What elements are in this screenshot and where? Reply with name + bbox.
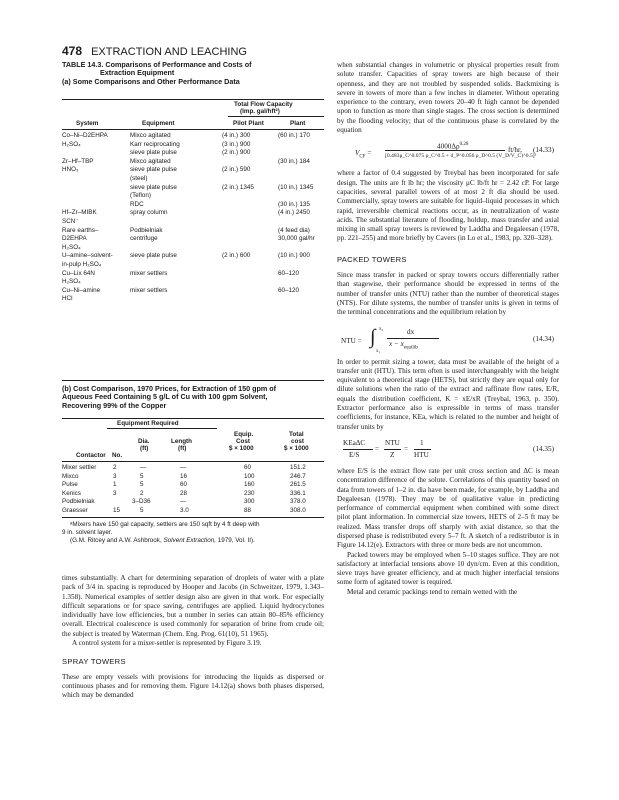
table-a-cell: HNO₃ — [62, 166, 79, 174]
table-a-cell: (3 in.) 900 — [222, 140, 251, 148]
table-b-source-title: Solvent Extraction, — [163, 537, 216, 544]
equation-14-33 — [337, 139, 559, 169]
eq3-equals-1: = — [375, 444, 380, 453]
table-b-cell: 60 — [244, 464, 252, 471]
right-paragraph-6: Packed towers may be employed when 5–10 stages suffice. They are not satisfactory at interfacial tensions above 10 dyn/cm. Even at this condition, sieve trays have greater efficiency, and at much higher interfacial tensions some form of agitated tower is required. — [337, 550, 559, 587]
table-b-col-equip: Equip. — [234, 431, 254, 438]
table-b-col-total: Total — [289, 431, 304, 438]
right-paragraph-2: where a factor of 0.4 suggested by Treybal has been incorporated for safe design. The units are ft lb hr; the viscosity μC lb/ft hr = 2.42 cP. For large capacities, several parallel towers of at most 2 ft dia should be used. Commercially, spray towers are suitable for liquid–liquid processes in which rapid, irreversible chemical reactions occur, as in neutralization of waste acids. The substantial literature of flooding, holdup, mass transfer and axial mixing in small spray towers is reviewed by Laddha and Degaleesan (1978, pp. 221–255) and more briefly by Cavers (in Lo et al., 1983, pp. 320–328). — [337, 169, 559, 243]
table-a-cell: (steel) — [130, 175, 148, 182]
table-a-cell: HCl — [62, 295, 73, 303]
table-a-header-rule — [62, 129, 324, 130]
table-b-cell: Podbielniak — [62, 498, 95, 506]
table-b-cell: 2 — [113, 464, 117, 471]
table-a-cell: (4 in.) 300 — [222, 132, 251, 139]
table-a-cell: Cu–Lix 64N — [62, 269, 95, 277]
table-b-source — [62, 537, 324, 545]
left-paragraph-3: These are empty vessels with provisions for introducing the liquids as dispersed or continuous phases and for removing them. Figure 14.12(a) shows both phases dispersed, which may be demanded — [62, 672, 324, 700]
page-header — [62, 44, 247, 58]
right-paragraph-1: when substantial changes in volumetric or physical properties result from solute transfer. Capacities of spray towers are high because of their openness, and they are not troubled by suspended solids. Backmixing is severe in towers of more than a few inches in diameter. Without operating experience to the contrary, even towers 20–40 ft high cannot be depended upon to function as more than single stages. The cross section is determined by the flooding velocity; that of the continuous phase is correlated by the equation — [337, 61, 559, 135]
eq2-numerator: dx — [407, 327, 415, 336]
table-b-col-contactor: Contactor — [76, 452, 106, 459]
table-b-col-length-unit: (ft) — [178, 445, 187, 452]
table-b-cell: 100 — [244, 472, 255, 480]
table-a-cell: Co–Ni–D2EHPA — [62, 132, 108, 139]
table-a-cell: 60–120 — [278, 269, 300, 277]
left-paragraph-1: times substantially. A chart for determining separation of droplets of water with a plate pack of 3/4 in. spacing is reproduced by Hooper and Jacobs (in Schweitzer, 1979, 1.343–1.358). Numerical examples of settler design also are given in that work. For especially difficult separations or for space saving, centrifuges are applied. Liquid hydrocyclones individually have low efficiencies, but a number in series can attain 80–85% efficiency overall. Electrical coalescence is used commonly for separation of brine from crude oil; the subject is treated by Waterman (Chem. Eng. Prog. 61(10), 51 1965). — [62, 574, 324, 638]
table-b-cell: 336.1 — [290, 489, 306, 497]
section-heading-packed-towers: PACKED TOWERS — [337, 254, 407, 264]
eq2-lower-limit: x₁ — [376, 348, 381, 354]
table-b-caption — [62, 385, 324, 410]
table-a-caption — [62, 61, 324, 86]
table-a-cell: 60–120 — [278, 286, 300, 294]
table-a-cell: sieve plate pulse — [130, 149, 177, 157]
eq1-fraction-bar — [385, 150, 505, 151]
table-b-cell: 160 — [244, 481, 255, 489]
eq2-den-sub: equilib — [403, 344, 418, 350]
table-b-source-part2: 1979, Vol. II). — [215, 537, 255, 544]
table-b-cell: Mixer settler — [62, 464, 97, 471]
eq2-upper-limit: x₂ — [379, 326, 384, 332]
table-b-notes — [62, 521, 324, 545]
table-a-cell: H₂SO₄ — [62, 278, 81, 286]
eq3-frac2-den: Z — [390, 450, 395, 459]
table-a-cell: (4 feed dia) — [278, 226, 310, 234]
table-b-cell: 5 — [140, 481, 144, 489]
table-a-cell: mixer settlers — [130, 286, 168, 294]
table-b-cell: 261.5 — [290, 481, 306, 489]
equation-14-35 — [337, 437, 559, 465]
table-a-cell: (Teflon) — [130, 192, 151, 200]
table-b-caption-line1: (b) Cost Comparison, 1970 Prices, for Extraction of 150 gpm of — [62, 384, 277, 393]
table-b-cell: 1 — [113, 481, 117, 489]
table-b-cell: Graesser — [62, 507, 88, 514]
right-paragraph-4: In order to permit sizing a tower, data must be available of the height of a transfer unit (HTU). This term often is used interchangeably with the height equivalent to a theoretical stage (HETS), but strictly they are equal only for dilute solutions when the ratio of the extract and raffinate flow rates, E/R, equals the distribution coefficient, K = xE/xR (Treybal, 1963, p. 350). Extractor performance also is expressible in terms of mass transfer coefficients, for instance, KEa, which is related to the number and height of transfer units by — [337, 357, 559, 431]
eq1-denominator: [0.483μ_C^0.075 ρ_C^0.5 + d_P^0.056 ρ_D^0.5 (V_D/V_C)^0.5]² — [385, 153, 537, 160]
eq1-lhs-sub: CF — [359, 154, 366, 160]
left-paragraph-2: A control system for a mixer-settler is represented by Figure 3.19. — [72, 639, 262, 648]
table-a-cell: H₂SO₄ — [62, 243, 81, 251]
table-b-cell: 230 — [244, 489, 255, 497]
table-a-bottom-rule — [62, 380, 324, 381]
eq3-frac3-den: HTU — [414, 450, 429, 459]
table-a-col-pilot: Pilot Plant — [233, 120, 264, 127]
table-b-cell: 15 — [113, 507, 121, 514]
table-b-col-total-cost: cost — [291, 438, 304, 445]
table-b-group-header: Equipment Required — [117, 420, 179, 427]
table-b-cell: 88 — [244, 507, 252, 514]
table-b-col-equip-unit: $ × 1000 — [229, 445, 254, 452]
table-a-cell: (30 in.) 135 — [278, 200, 310, 208]
eq3-equals-2: = — [404, 444, 409, 453]
table-b-cell: 246.7 — [290, 472, 306, 480]
eq3-frac2-bar — [384, 449, 401, 450]
eq3-frac1-den: E/S — [349, 450, 360, 459]
table-a-cell: RDC — [130, 200, 144, 208]
table-b-col-dia-unit: (ft) — [140, 445, 149, 452]
table-b-footnote-line1: ᵃMixers have 150 gal capacity, settlers are 150 sqft by 4 ft deep with — [70, 521, 260, 528]
table-a-caption-line1: TABLE 14.3. Comparisons of Performance and Costs of — [62, 60, 252, 69]
eq2-number: (14.34) — [533, 334, 554, 343]
table-a-cell: in-pulp H₂SO₄ — [62, 261, 102, 268]
table-b-footnote-line2: 9 in. solvent layer. — [62, 529, 113, 536]
table-a-col-system: System — [76, 120, 99, 127]
table-b-cell: 3 — [113, 489, 117, 497]
table-b-cell: 300 — [244, 498, 255, 506]
eq2-fraction-bar — [387, 338, 439, 339]
table-b-cell: — — [180, 464, 187, 471]
table-a-cell: Podbielniak — [130, 226, 163, 234]
table-a-group-header: Total Flow Capacity — [234, 101, 293, 108]
eq3-number: (14.35) — [533, 444, 554, 453]
table-b-col-no: No. — [112, 452, 123, 459]
table-b-bottom-rule — [62, 517, 324, 518]
table-a-cell: Zr–Hf–TBP — [62, 157, 94, 165]
eq1-unit: ft/hr, — [508, 146, 522, 155]
table-a-cell: SCN⁻ — [62, 218, 79, 225]
eq2-den-text: x − x — [389, 339, 404, 348]
table-a-group-rule — [228, 116, 324, 117]
table-a-cell: (4 in.) 2450 — [278, 209, 310, 217]
running-title: EXTRACTION AND LEACHING — [91, 46, 247, 58]
table-b-cell: 16 — [180, 472, 188, 480]
table-a-col-plant: Plant — [290, 120, 306, 127]
table-b-cell: 3 — [113, 472, 117, 480]
table-a-cell: Cu–Ni–amine — [62, 286, 101, 294]
eq2-lhs: NTU = — [341, 336, 362, 345]
table-a-caption-line2: Extraction Equipment — [100, 68, 175, 78]
eq1-lhs-symbol: V — [355, 149, 360, 158]
table-a-cell: mixer settlers — [130, 269, 168, 277]
table-b-col-total-unit: $ × 1000 — [284, 445, 309, 452]
right-paragraph-7: Metal and ceramic packings tend to remain wetted with the — [347, 587, 518, 596]
table-b-caption-line2: Aqueous Feed Containing 5 g/L of Cu with 100 gpm Solvent, — [62, 392, 268, 402]
table-a-col-equipment: Equipment — [142, 120, 175, 127]
table-b-cell: 3.0 — [180, 507, 189, 514]
table-b-header-rule — [62, 461, 324, 462]
table-b-col-equip-cost: Cost — [236, 438, 250, 445]
table-a-cell: spray column — [130, 209, 168, 217]
table-a-cell: 30,000 gal/hr — [278, 235, 315, 243]
table-b-group-rule — [107, 428, 217, 429]
eq3-frac3-bar — [414, 449, 431, 450]
table-a-top-rule — [62, 99, 324, 100]
table-b-cell: 151.2 — [290, 464, 306, 471]
table-a-cell: (2 in.) 1345 — [222, 183, 254, 191]
table-b-source-part1: (G.M. Ritcey and A.W. Ashbrook, — [70, 537, 164, 544]
table-a-cell: Mixco agitated — [130, 132, 171, 139]
eq1-number: (14.33) — [533, 146, 554, 155]
table-a-cell: Karr reciprocating — [130, 140, 180, 148]
eq1-num-exp: 0.28 — [459, 142, 469, 148]
table-b-cell: 5 — [140, 507, 144, 514]
page-number: 478 — [62, 44, 83, 58]
right-paragraph-3: Since mass transfer in packed or spray towers occurs differentially rather than stagewise, their performance should be expressed in terms of the number of transfer units (NTU) rather than the number of theoretical stages (NTS). For dilute systems, the number of transfer units is given in terms of the terminal concentrations and the equilibrium relation by — [337, 271, 559, 317]
table-a-group-header-units: (Imp. gal/hft²) — [240, 108, 280, 115]
table-a-cell: (10 in.) 900 — [278, 252, 310, 260]
table-a-cell: centrifuge — [130, 235, 158, 243]
section-heading-spray-towers: SPRAY TOWERS — [62, 657, 126, 667]
table-b-cell: 3–D36 — [132, 498, 151, 506]
table-a-cell: (60 in.) 170 — [278, 132, 310, 139]
table-a-cell: sieve plate pulse — [130, 252, 177, 260]
table-a-cell: (10 in.) 1345 — [278, 183, 314, 191]
table-a-cell: Mixco agitated — [130, 157, 171, 165]
right-body-text — [337, 61, 559, 597]
table-a-cell: sieve plate pulse — [130, 166, 177, 174]
table-b-caption-line3: Recovering 99% of the Copper — [62, 400, 167, 410]
table-a-cell: sieve plate pulse — [130, 183, 177, 191]
eq3-frac1-num: KEaΔC — [343, 438, 366, 447]
eq1-lhs: $V_{CF}$ = — [355, 149, 372, 160]
table-b-col-dia: Dia. — [138, 438, 150, 445]
table-b-cell: Kenics — [62, 489, 81, 497]
table-a-cell: U–amine–solvent- — [62, 252, 113, 260]
table-b-cell: 2 — [140, 489, 144, 497]
equation-14-34 — [337, 324, 559, 358]
eq2-denominator — [389, 340, 418, 353]
table-a-cell: Rare earths– — [62, 226, 99, 234]
table-b-cell: — — [180, 498, 187, 506]
table-a-cell: (30 in.) 184 — [278, 157, 310, 165]
left-body-text — [62, 574, 324, 701]
table-b-cell: — — [140, 464, 147, 471]
eq1-num-text: 4000Δρ — [437, 142, 460, 151]
table-b-col-length: Length — [171, 438, 192, 445]
table-b-cell: Mixco — [62, 472, 79, 480]
table-b-cell: 378.0 — [290, 498, 306, 506]
table-a-cell: Hf–Zr–MIBK — [62, 209, 97, 217]
table-a-cell: D2EHPA — [62, 235, 87, 243]
table-a-caption-line3: (a) Some Comparisons and Other Performance Data — [62, 76, 240, 86]
table-a-cell: (2 in.) 590 — [222, 166, 251, 174]
table-b-cell: 60 — [180, 481, 188, 489]
table-b-cell: 28 — [180, 489, 188, 497]
table-b-cell: Pulse — [62, 481, 78, 489]
table-b-cell: 308.0 — [290, 507, 306, 514]
eq2-integral-sign: ∫ — [370, 325, 376, 348]
table-b-top-rule — [62, 418, 324, 419]
table-a-cell: H₂SO₄ — [62, 140, 81, 148]
table-a-cell: (2 in.) 900 — [222, 149, 251, 157]
right-paragraph-5: where E/S is the extract flow rate per unit cross section and ΔC is mean concentration difference of the solute. Correlations of this quantity based on data from towers of 1–2 in. dia have been made, for example, by Laddha and Degaleesan (1978). They may be of qualitative value in predicting performance of commercial equipment when combined with some direct pilot plant information. In commercial size towers, HETS of 2–5 ft may be realized. Mass transfer drops off sharply with axial distance, so that the dispersed phase is redistributed every 5–7 ft. A sketch of a redistributor is in Figure 14.12(e). Extractors with three or more beds are not uncommon. — [337, 466, 559, 550]
eq3-frac3-num: 1 — [420, 438, 424, 447]
table-b-cell: 5 — [140, 472, 144, 480]
eq3-frac1-bar — [343, 449, 373, 450]
eq3-frac2-num: NTU — [385, 438, 400, 447]
table-a-cell: (2 in.) 600 — [222, 252, 251, 260]
